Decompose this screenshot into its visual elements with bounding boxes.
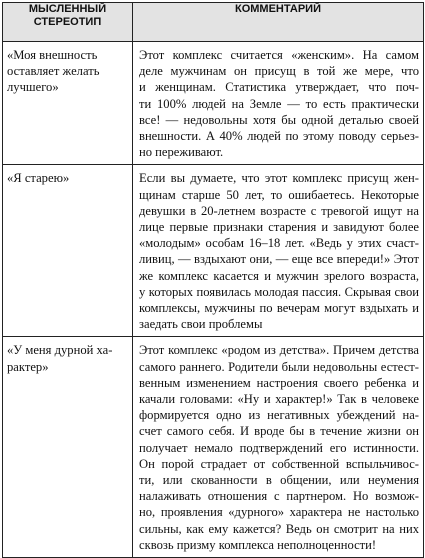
comment-line: формируется одно из негативных убеждений на- <box>139 408 419 423</box>
table-row <box>3 337 424 558</box>
comment-line: получает немало подтверждений его истинности. <box>139 440 419 455</box>
comment-line: комплексы, мужчины по вечерам могут вздыхать и <box>139 301 419 316</box>
comment-line: но, проявления «дурного» характера не настолько <box>139 505 419 520</box>
comment-line: венным изменением настроения своего ребенка и <box>139 375 419 390</box>
comment-line: счет самого себя. И вроде бы в течение жизни он <box>139 424 419 439</box>
table-row <box>3 42 424 165</box>
comment-line: налаживать отношения с партнером. Но возмож- <box>139 489 419 504</box>
comment-line: самого раннего. Родители были недовольны естест- <box>139 359 419 374</box>
comment-line: все! — недовольны хотя бы одной деталью своей <box>139 112 419 127</box>
comment-line: девушки в 20-летнем возрасте с тревогой ищут на <box>139 203 419 218</box>
stereotype-table <box>2 2 424 558</box>
comment-line: ти, или скованности в общении, или неумения <box>139 473 419 488</box>
header-stereotype-line: МЫСЛЕННЫЙ <box>28 3 107 15</box>
stereotype-cell <box>3 165 133 337</box>
header-comment: КОММЕНТАРИЙ <box>133 3 424 42</box>
comment-line: ти 100% людей на Земле — то есть практически <box>139 96 419 111</box>
comment-line: заедать свои проблемы <box>139 317 263 332</box>
table-body <box>3 42 424 558</box>
comment-line: сквозь призму комплекса неполноценности! <box>139 537 377 552</box>
table-row <box>3 165 424 337</box>
stereotype-line: оставляет желать <box>7 64 100 79</box>
stereotype-line: лучшего» <box>7 80 59 95</box>
stereotype-line: «Моя внешность <box>7 48 98 62</box>
comment-line: качали головами: «Ну и характер!» Так в человеке <box>139 392 419 407</box>
comment-line: «молодым» особам 16–18 лет. «Ведь у этих счаст- <box>139 236 419 251</box>
comment-cell <box>133 165 424 337</box>
comment-line: ливиц, — вздыхают они, — еще все впереди!» Этот <box>139 252 419 267</box>
comment-line: сильны, как ему кажется? Ведь он смотрит на них <box>139 521 419 536</box>
comment-line: Этот комплекс «родом из детства». Причем детства <box>139 343 419 358</box>
comment-line: и женщинам. Статистика утверждает, что поч- <box>139 80 419 95</box>
comment-line: но переживают. <box>139 145 224 160</box>
table-header-row <box>3 3 424 42</box>
comment-cell <box>133 337 424 558</box>
comment-line: внешности. А 40% людей по этому поводу серьез- <box>139 129 419 144</box>
comment-line: Этот комплекс считается «женским». На самом <box>139 48 419 62</box>
header-stereotype-line: СТЕРЕОТИП <box>33 16 102 28</box>
comment-line: у которых появилась молодая пассия. Скрывая свои <box>139 284 419 299</box>
stereotype-line: «У меня дурной ха- <box>7 343 113 358</box>
comment-line: лице первые признаки старения и завидуют более <box>139 220 419 235</box>
comment-line: же комплекс касается и мужчин зрелого возраста, <box>139 268 419 283</box>
comment-line: деле мужчинам он присущ в той же мере, что <box>139 64 419 79</box>
stereotype-line: рактер» <box>7 359 49 374</box>
comment-line: щинам старше 50 лет, то ошибаетесь. Некоторые <box>139 187 419 202</box>
stereotype-cell <box>3 42 133 165</box>
comment-line: Если вы думаете, что этот комплекс присущ жен- <box>139 171 419 186</box>
comment-line: Он порой страдает от собственной вспыльчивос- <box>139 456 419 471</box>
stereotype-line: «Я старею» <box>7 171 70 186</box>
comment-cell <box>133 42 424 165</box>
header-stereotype <box>3 3 133 42</box>
stereotype-cell <box>3 337 133 558</box>
